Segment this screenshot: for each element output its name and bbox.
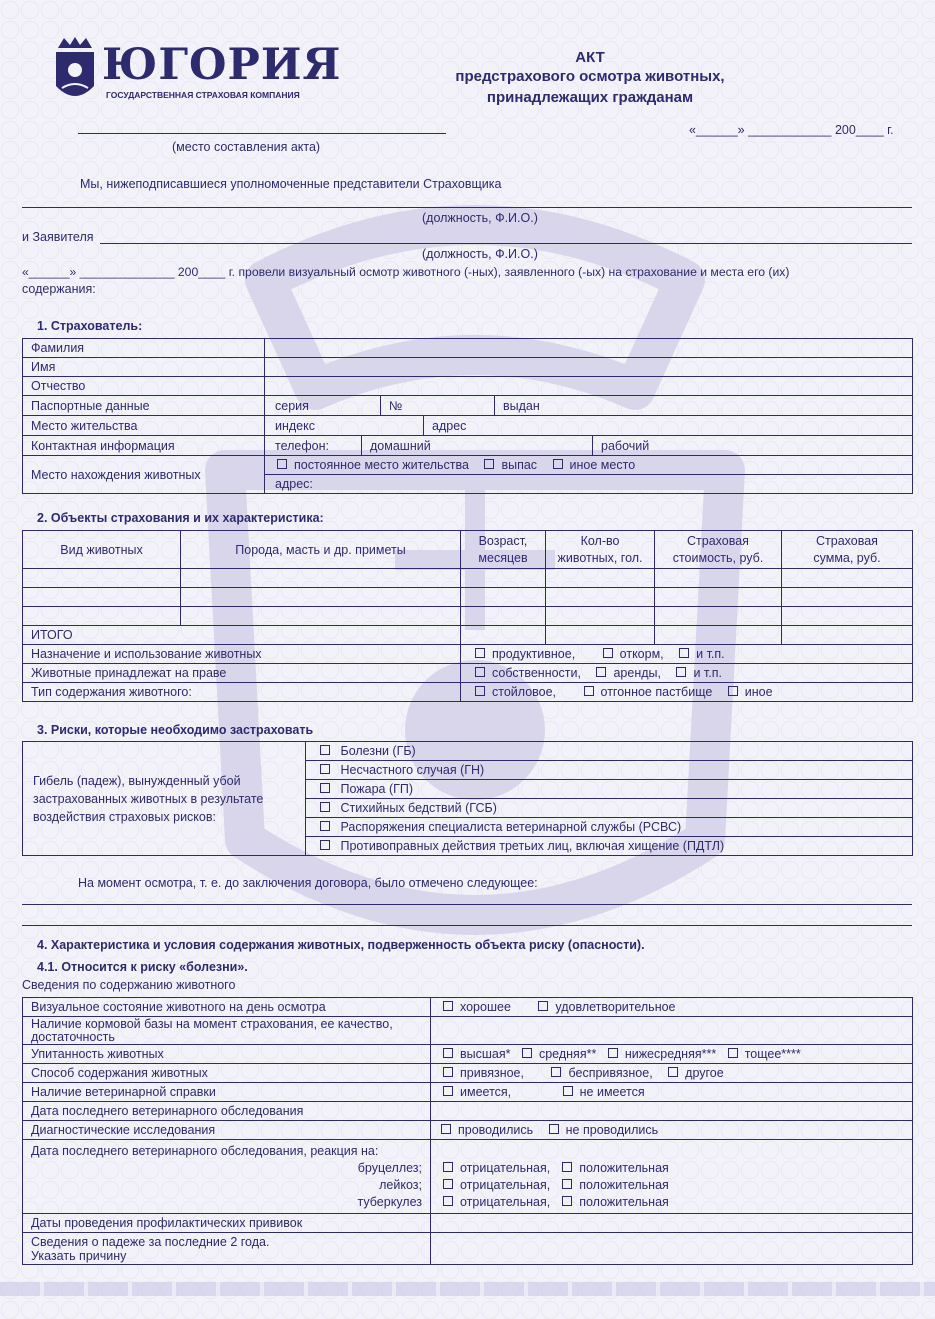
risk-vet-order-label: Распоряжения специалиста ветеринарной службы (РСВС) bbox=[340, 820, 682, 834]
applicant-label: и Заявителя bbox=[22, 230, 94, 244]
checkbox-risk-fire[interactable] bbox=[320, 783, 330, 793]
doc-title-line2: предстрахового осмотра животных, bbox=[455, 68, 725, 85]
checkbox-permanent[interactable] bbox=[277, 459, 287, 469]
keeping-opt-1: стойловое, bbox=[492, 685, 557, 699]
r7-opt-1: проводились bbox=[458, 1123, 534, 1137]
section1-title: 1. Страхователь: bbox=[37, 319, 143, 333]
r1-opt-2: удовлетворительное bbox=[555, 1000, 676, 1014]
risk-disease-label: Болезни (ГБ) bbox=[340, 744, 416, 758]
checkbox-productive[interactable] bbox=[475, 648, 485, 658]
r3-opt-2: средняя** bbox=[538, 1047, 597, 1061]
work-label: рабочий bbox=[601, 438, 650, 453]
representatives-line[interactable] bbox=[22, 207, 912, 208]
checkbox-untethered[interactable] bbox=[551, 1067, 561, 1077]
col-breed: Порода, масть и др. приметы bbox=[181, 531, 461, 569]
last-vet-exam-field[interactable] bbox=[431, 1102, 913, 1121]
index-field[interactable] bbox=[265, 416, 424, 435]
checkbox-risk-vet-order[interactable] bbox=[320, 821, 330, 831]
losses-label-1: Сведения о падеже за последние 2 года. bbox=[31, 1234, 270, 1249]
feed-base-field[interactable] bbox=[431, 1017, 913, 1045]
r5-opt-1: имеется, bbox=[460, 1085, 512, 1099]
risk-desc-3: воздействия страховых рисков: bbox=[33, 809, 216, 824]
intro-line2: «______» ______________ 200____ г. провели визуальный осмотр животного (-ных), заявленного (-ых) на страхование и места его (их) bbox=[22, 265, 790, 279]
r1-opt-1: хорошее bbox=[460, 1000, 511, 1014]
risk-fire-label: Пожара (ГП) bbox=[340, 782, 414, 796]
r4-opt-2: беспривязное, bbox=[568, 1066, 653, 1080]
conditions-table bbox=[22, 997, 913, 1265]
name-label: Имя bbox=[23, 358, 265, 377]
checkbox-risk-third-party[interactable] bbox=[320, 840, 330, 850]
tuberculosis-pos: положительная bbox=[579, 1195, 669, 1209]
r3-opt-1: высшая* bbox=[460, 1047, 511, 1061]
brucellosis-label: бруцеллез; bbox=[357, 1161, 422, 1175]
last-vet-exam-label: Дата последнего ветеринарного обследования bbox=[23, 1102, 431, 1121]
r4-opt-3: другое bbox=[685, 1066, 724, 1080]
logo-text: ЮГОРИЯ bbox=[102, 40, 342, 90]
checkbox-stall[interactable] bbox=[475, 686, 485, 696]
date-line: «______» ____________ 200____ г. bbox=[689, 123, 894, 137]
checkbox-tuberculosis-negative[interactable] bbox=[443, 1196, 453, 1206]
purpose-opt-1: продуктивное, bbox=[492, 647, 576, 661]
checkbox-not-conducted[interactable] bbox=[549, 1124, 559, 1134]
logo-subtitle: ГОСУДАРСТВЕННАЯ СТРАХОВАЯ КОМПАНИЯ bbox=[106, 90, 300, 100]
r4-opt-1: привязное, bbox=[460, 1066, 524, 1080]
keeping-info-label: Сведения по содержанию животного bbox=[22, 978, 236, 992]
checkbox-no-certificate[interactable] bbox=[563, 1086, 573, 1096]
index-label: индекс bbox=[275, 418, 315, 433]
diagnostics-label: Диагностические исследования bbox=[23, 1121, 431, 1140]
leukosis-pos: положительная bbox=[579, 1178, 669, 1192]
section41-title: 4.1. Относится к риску «болезни». bbox=[37, 960, 248, 974]
feed-base-label-2: достаточность bbox=[31, 1029, 115, 1044]
residence-label: Место жительства bbox=[23, 416, 265, 436]
vaccination-dates-label: Даты проведения профилактических прививок bbox=[23, 1214, 431, 1233]
col-animal-type: Вид животных bbox=[23, 531, 181, 569]
visual-state-label: Визуальное состояние животного на день осмотра bbox=[23, 998, 431, 1017]
crown-shield-logo-icon bbox=[52, 36, 98, 106]
r5-opt-2: не имеется bbox=[579, 1085, 645, 1099]
risk-third-party-label: Противоправных действия третьих лиц, включая хищение (ПДТЛ) bbox=[340, 839, 725, 853]
r3-opt-3: нижесредняя*** bbox=[624, 1047, 717, 1061]
opt-pasture-label: выпас bbox=[501, 458, 538, 472]
owned-opt-1: собственности, bbox=[492, 666, 581, 680]
checkbox-brucellosis-positive[interactable] bbox=[562, 1162, 572, 1172]
number-field[interactable] bbox=[381, 396, 495, 415]
object-row bbox=[23, 588, 913, 607]
intro-line3: содержания: bbox=[22, 282, 96, 296]
checkbox-keeping-other[interactable] bbox=[728, 686, 738, 696]
checkbox-owned-etc[interactable] bbox=[676, 667, 686, 677]
surname-field[interactable] bbox=[265, 339, 913, 358]
checkbox-below-medium[interactable] bbox=[608, 1048, 618, 1058]
vet-certificate-label: Наличие ветеринарной справки bbox=[23, 1083, 431, 1102]
checkbox-leukosis-positive[interactable] bbox=[562, 1179, 572, 1189]
position-caption-1: (должность, Ф.И.О.) bbox=[422, 211, 538, 225]
inspection-note: На момент осмотра, т. е. до заключения договора, было отмечено следующее: bbox=[78, 876, 538, 890]
col-count-1: Кол-во bbox=[580, 533, 620, 548]
leukosis-label: лейкоз; bbox=[379, 1178, 422, 1192]
col-value-1: Страховая bbox=[687, 533, 749, 548]
home-phone-field[interactable] bbox=[362, 436, 593, 455]
checkbox-ownership[interactable] bbox=[475, 667, 485, 677]
risk-disaster-label: Стихийных бедствий (ГСБ) bbox=[340, 801, 497, 815]
risk-desc-2: застрахованных животных в результате bbox=[33, 791, 264, 806]
owned-opt-2: аренды, bbox=[613, 666, 661, 680]
doc-title-act: АКТ bbox=[575, 49, 605, 66]
section4-title: 4. Характеристика и условия содержания животных, подверженность объекта риску (опасности). bbox=[37, 938, 645, 952]
opt-permanent-label: постоянное место жительства bbox=[294, 458, 469, 472]
checkbox-risk-disease[interactable] bbox=[320, 745, 330, 755]
address-field[interactable] bbox=[424, 416, 913, 435]
name-field[interactable] bbox=[265, 358, 913, 377]
addr-label: адрес: bbox=[275, 477, 313, 491]
checkbox-has-certificate[interactable] bbox=[443, 1086, 453, 1096]
tuberculosis-neg: отрицательная, bbox=[460, 1195, 551, 1209]
section2-title: 2. Объекты страхования и их характеристика: bbox=[37, 511, 324, 525]
r7-opt-2: не проводились bbox=[565, 1123, 659, 1137]
checkbox-leukosis-negative[interactable] bbox=[443, 1179, 453, 1189]
object-row bbox=[23, 607, 913, 626]
doc-title-line3: принадлежащих гражданам bbox=[486, 89, 694, 106]
brucellosis-neg: отрицательная, bbox=[460, 1161, 551, 1175]
animals-location-label: Место нахождения животных bbox=[23, 456, 265, 494]
col-count-2: животных, гол. bbox=[557, 550, 643, 565]
checkbox-brucellosis-negative[interactable] bbox=[443, 1162, 453, 1172]
col-sum-2: сумма, руб. bbox=[813, 550, 881, 565]
owned-label: Животные принадлежат на праве bbox=[23, 664, 461, 683]
keeping-label: Тип содержания животного: bbox=[23, 683, 461, 702]
col-sum-1: Страховая bbox=[816, 533, 878, 548]
owned-opt-3: и т.п. bbox=[693, 666, 722, 680]
checkbox-tuberculosis-positive[interactable] bbox=[562, 1196, 572, 1206]
work-phone-field[interactable] bbox=[593, 436, 913, 455]
total-row bbox=[23, 626, 913, 645]
feed-base-label-1: Наличие кормовой базы на момент страхования, ее качество, bbox=[31, 1016, 393, 1031]
issued-field[interactable] bbox=[495, 396, 913, 415]
purpose-label: Назначение и использование животных bbox=[23, 645, 461, 664]
opt-other-place-label: иное место bbox=[569, 458, 636, 472]
purpose-opt-2: откорм, bbox=[619, 647, 664, 661]
checkbox-purpose-etc[interactable] bbox=[679, 648, 689, 658]
leukosis-neg: отрицательная, bbox=[460, 1178, 551, 1192]
losses-field[interactable] bbox=[431, 1233, 913, 1265]
applicant-line[interactable] bbox=[100, 243, 912, 244]
contact-label: Контактная информация bbox=[23, 436, 265, 456]
checkbox-method-other[interactable] bbox=[668, 1067, 678, 1077]
fatness-label: Упитанность животных bbox=[23, 1045, 431, 1064]
reaction-label: Дата последнего ветеринарного обследования, реакция на: bbox=[31, 1144, 379, 1158]
patronymic-label: Отчество bbox=[23, 377, 265, 396]
checkbox-fattening[interactable] bbox=[603, 648, 613, 658]
position-caption-2: (должность, Ф.И.О.) bbox=[422, 247, 538, 261]
keeping-opt-3: иное bbox=[744, 685, 773, 699]
checkbox-pasture[interactable] bbox=[484, 459, 494, 469]
checkbox-distant-pasture[interactable] bbox=[584, 686, 594, 696]
col-age-2: месяцев bbox=[478, 550, 528, 565]
total-label: ИТОГО bbox=[23, 626, 461, 645]
risk-accident-label: Несчастного случая (ГН) bbox=[340, 763, 485, 777]
surname-label: Фамилия bbox=[23, 339, 265, 358]
phone-label: телефон: bbox=[265, 436, 362, 455]
risk-desc-1: Гибель (падеж), вынужденный убой bbox=[33, 773, 241, 788]
tuberculosis-label: туберкулез bbox=[357, 1195, 422, 1209]
checkbox-risk-accident[interactable] bbox=[320, 764, 330, 774]
vaccination-dates-field[interactable] bbox=[431, 1214, 913, 1233]
place-caption: (место составления акта) bbox=[172, 140, 321, 154]
keeping-opt-2: отгонное пастбище bbox=[600, 685, 713, 699]
checkbox-risk-disaster[interactable] bbox=[320, 802, 330, 812]
address-label: адрес bbox=[432, 418, 467, 433]
microtext-strip bbox=[0, 1282, 935, 1296]
checkbox-other-place[interactable] bbox=[553, 459, 563, 469]
checkbox-highest[interactable] bbox=[443, 1048, 453, 1058]
section3-title: 3. Риски, которые необходимо застраховать bbox=[37, 723, 314, 737]
brucellosis-pos: положительная bbox=[579, 1161, 669, 1175]
r3-opt-4: тощее**** bbox=[744, 1047, 801, 1061]
passport-label: Паспортные данные bbox=[23, 396, 265, 416]
checkbox-tethered[interactable] bbox=[443, 1067, 453, 1077]
risks-table bbox=[22, 741, 913, 856]
checkbox-medium[interactable] bbox=[522, 1048, 532, 1058]
keeping-method-label: Способ содержания животных bbox=[23, 1064, 431, 1083]
col-value-2: стоимость, руб. bbox=[672, 550, 764, 565]
losses-label-2: Указать причину bbox=[31, 1248, 127, 1263]
note-line-1[interactable] bbox=[22, 904, 912, 905]
checkbox-good[interactable] bbox=[443, 1001, 453, 1011]
object-row bbox=[23, 569, 913, 588]
checkbox-satisfactory[interactable] bbox=[538, 1001, 548, 1011]
intro-line1: Мы, нижеподписавшиеся уполномоченные представители Страховщика bbox=[80, 177, 502, 191]
purpose-opt-3: и т.п. bbox=[696, 647, 725, 661]
patronymic-field[interactable] bbox=[265, 377, 913, 396]
issued-label: выдан bbox=[503, 398, 540, 413]
series-label: серия bbox=[275, 398, 309, 413]
checkbox-lean[interactable] bbox=[728, 1048, 738, 1058]
number-label: № bbox=[389, 398, 403, 413]
insurant-table bbox=[22, 338, 913, 494]
checkbox-conducted[interactable] bbox=[441, 1124, 451, 1134]
objects-table bbox=[22, 530, 913, 702]
note-line-2[interactable] bbox=[22, 925, 912, 926]
animals-address-field[interactable] bbox=[265, 475, 913, 494]
col-age-1: Возраст, bbox=[478, 533, 528, 548]
home-label: домашний bbox=[370, 438, 431, 453]
place-line[interactable] bbox=[78, 133, 446, 134]
series-field[interactable] bbox=[265, 396, 381, 415]
checkbox-lease[interactable] bbox=[596, 667, 606, 677]
